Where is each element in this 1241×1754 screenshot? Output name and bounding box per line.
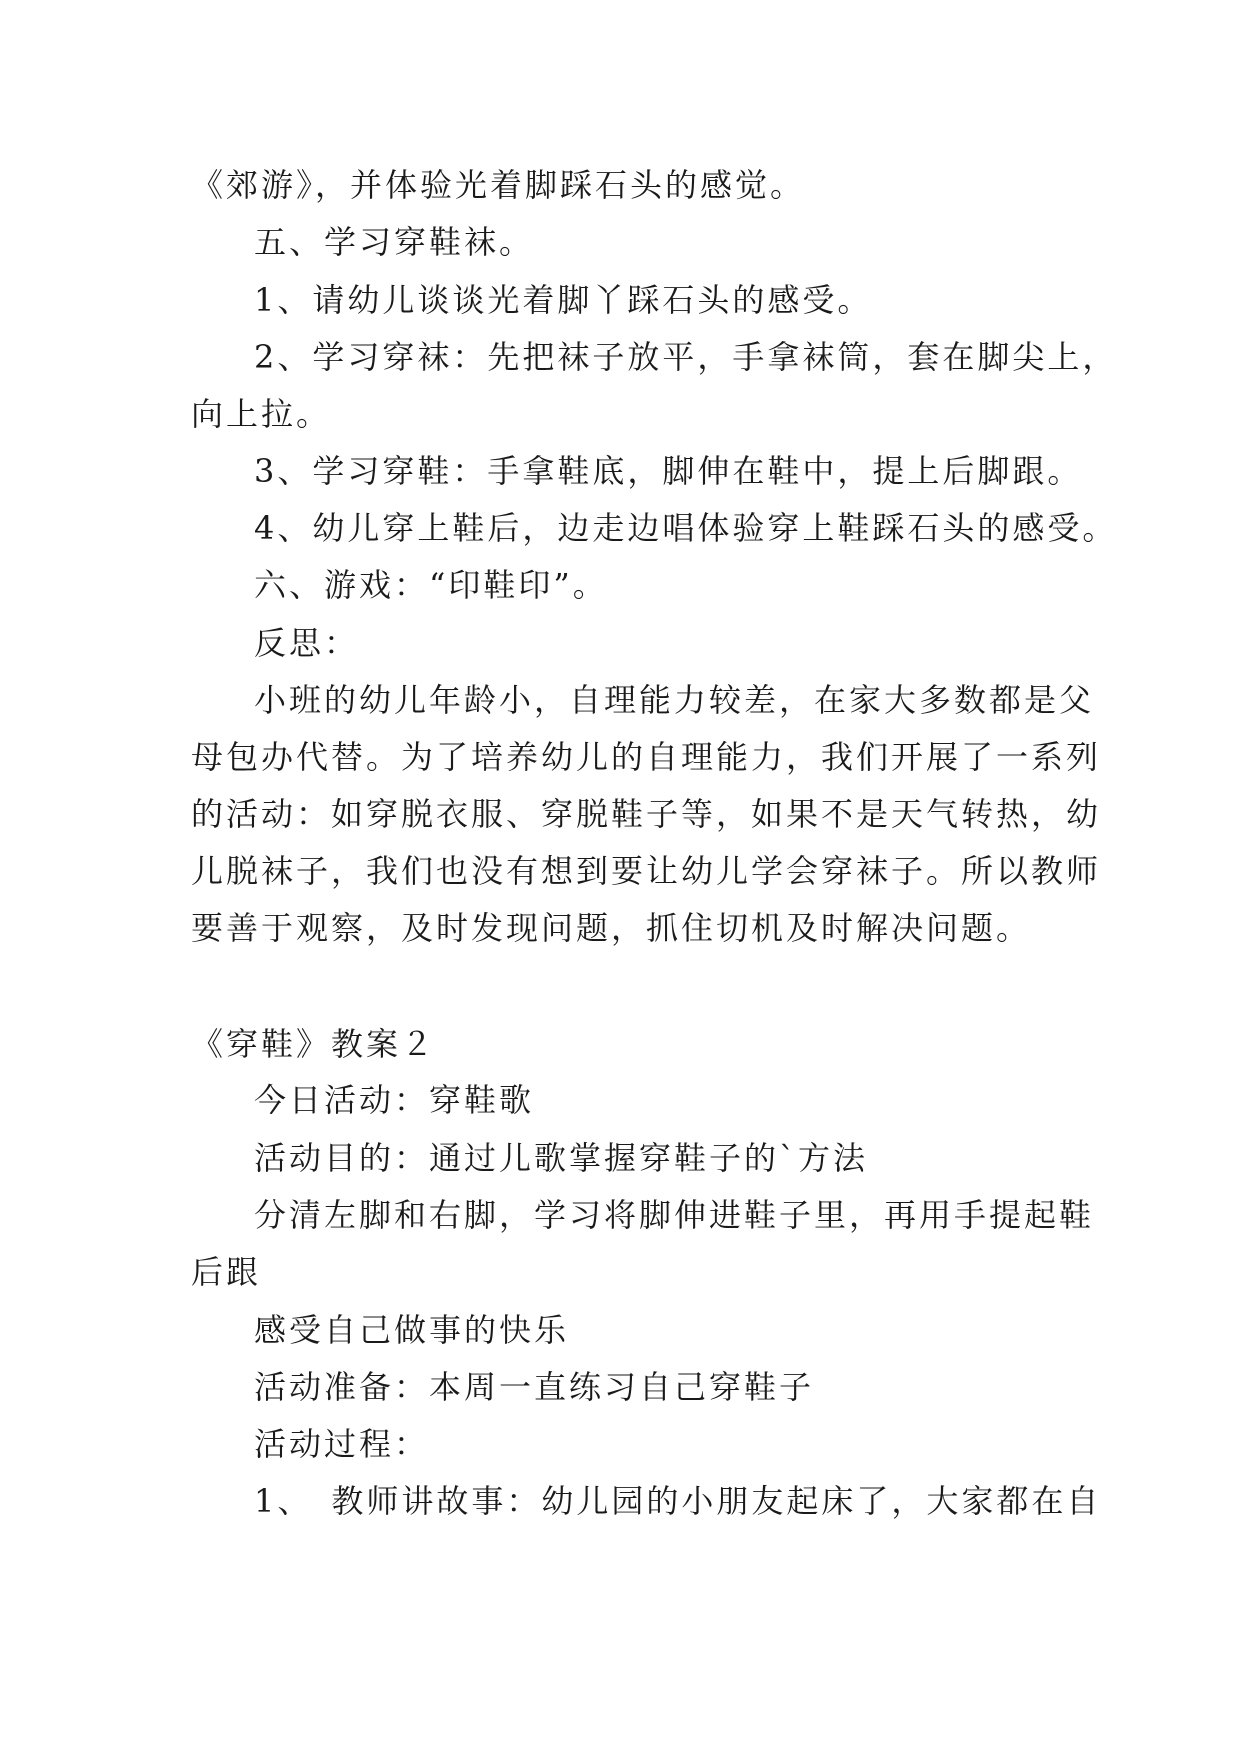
text-line: 后跟 — [191, 1253, 262, 1291]
text-line: 向上拉。 — [191, 395, 332, 433]
text-line: 《郊游》，并体验光着脚踩石头的感觉。 — [191, 166, 806, 204]
text-line: 1、 教师讲故事：幼儿园的小朋友起床了，大家都在自 — [254, 1482, 1102, 1520]
text-line: 活动过程： — [254, 1425, 430, 1463]
text-line: 小班的幼儿年龄小，自理能力较差，在家大多数都是父 — [254, 681, 1095, 719]
text-line: 感受自己做事的快乐 — [254, 1311, 570, 1349]
text-line: 活动准备：本周一直练习自己穿鞋子 — [254, 1368, 815, 1406]
text-line: 要善于观察，及时发现问题，抓住切机及时解决问题。 — [191, 909, 1032, 947]
text-line: 活动目的：通过儿歌掌握穿鞋子的`方法 — [254, 1139, 869, 1177]
text-line: 3、学习穿鞋：手拿鞋底，脚伸在鞋中，提上后脚跟。 — [254, 452, 1083, 490]
text-line: 分清左脚和右脚，学习将脚伸进鞋子里，再用手提起鞋 — [254, 1196, 1095, 1234]
text-line: 2、学习穿袜：先把袜子放平，手拿袜筒，套在脚尖上， — [254, 338, 1118, 376]
text-line: 儿脱袜子，我们也没有想到要让幼儿学会穿袜子。所以教师 — [191, 852, 1102, 890]
section-heading: 五、学习穿鞋袜。 — [254, 223, 535, 261]
text-line: 的活动：如穿脱衣服、穿脱鞋子等，如果不是天气转热，幼 — [191, 795, 1102, 833]
text-line: 母包办代替。为了培养幼儿的自理能力，我们开展了一系列 — [191, 738, 1102, 776]
text-line: 今日活动：穿鞋歌 — [254, 1081, 535, 1119]
document-title: 《穿鞋》教案２ — [191, 1025, 437, 1063]
text-line: 1、请幼儿谈谈光着脚丫踩石头的感受。 — [254, 281, 873, 319]
section-heading: 反思： — [254, 624, 360, 662]
section-heading: 六、游戏：“印鞋印”。 — [254, 566, 608, 604]
text-line: 4、幼儿穿上鞋后，边走边唱体验穿上鞋踩石头的感受。 — [254, 509, 1118, 547]
